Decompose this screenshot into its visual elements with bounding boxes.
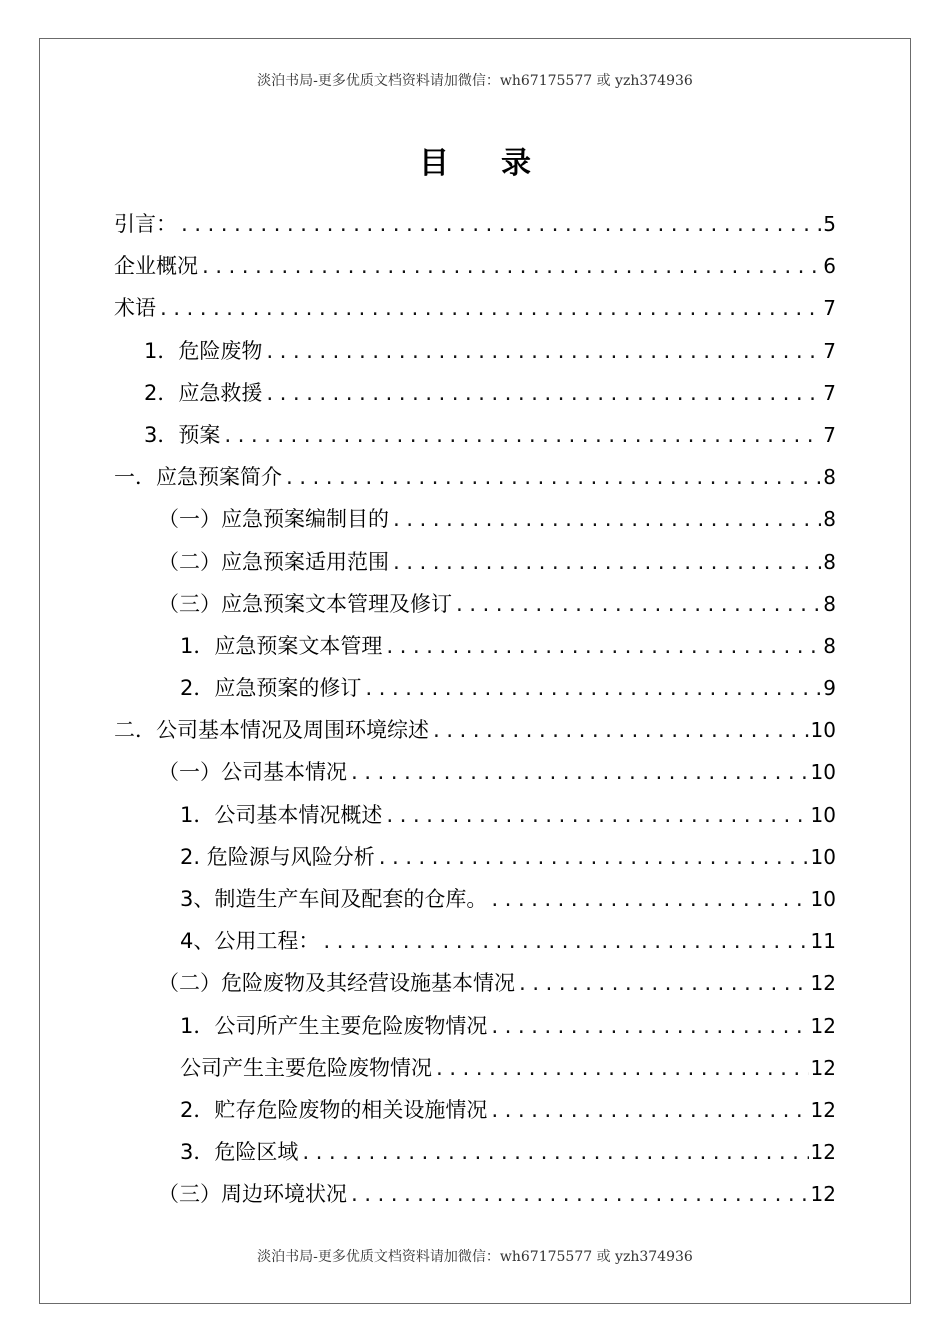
toc-entry-label: （三）周边环境状况 (158, 1182, 347, 1207)
dot-leader (391, 500, 821, 542)
toc-entry-page-number: 10 (810, 887, 836, 911)
header-watermark: 淡泊书局-更多优质文档资料请加微信：wh67175577 或 yzh374936 (257, 73, 693, 89)
toc-entry[interactable] (114, 330, 836, 372)
dot-leader (264, 332, 821, 374)
toc-entry-page-number: 11 (810, 929, 836, 954)
dot-leader (363, 669, 821, 711)
toc-entry-label: 3．危险区域 (180, 1140, 299, 1165)
dot-leader (489, 880, 808, 922)
toc-entry-page-number: 10 (810, 760, 836, 785)
toc-entry-page-number: 6 (823, 254, 836, 279)
dot-leader (391, 543, 821, 585)
toc-entry-page-number: 7 (823, 338, 836, 363)
toc-entry[interactable] (114, 498, 836, 540)
toc-entry-label: 企业概况 (114, 254, 198, 279)
dot-leader (349, 1175, 809, 1217)
toc-entry[interactable] (114, 920, 836, 962)
toc-entry[interactable] (114, 203, 836, 245)
toc-entry-page-number: 5 (823, 212, 836, 236)
toc-entry-label: 1．应急预案文本管理 (180, 633, 383, 658)
dot-leader (300, 1133, 808, 1175)
toc-entry[interactable] (114, 751, 836, 793)
toc-entry[interactable] (114, 1173, 836, 1215)
dot-leader (222, 416, 821, 458)
toc-entry-page-number: 12 (810, 1013, 836, 1038)
toc-entry-label: （三）应急预案文本管理及修订 (158, 591, 452, 616)
toc-entry[interactable] (114, 709, 836, 751)
toc-entry-page-number: 12 (810, 971, 836, 996)
toc-entry-label: 引言： (114, 212, 177, 236)
toc-entry-page-number: 8 (823, 465, 836, 490)
dot-leader (454, 585, 821, 627)
toc-entry-label: 4、公用工程： (180, 929, 320, 954)
toc-entry-label: 3、制造生产车间及配套的仓库。 (180, 887, 488, 911)
footer-watermark: 淡泊书局-更多优质文档资料请加微信：wh67175577 或 yzh374936 (257, 1249, 693, 1265)
toc-entry-page-number: 10 (810, 718, 836, 743)
toc-entry-label: （一）公司基本情况 (158, 760, 347, 785)
toc-entry-page-number: 7 (823, 296, 836, 321)
dot-leader (284, 458, 821, 500)
toc-entry-label: 3．预案 (144, 422, 221, 447)
toc-entry-label: 术语 (114, 296, 156, 321)
dot-leader (377, 838, 809, 880)
toc-entry[interactable] (114, 1131, 836, 1173)
toc-entry-label: 2．贮存危险废物的相关设施情况 (180, 1097, 488, 1122)
toc-entry-page-number: 8 (823, 591, 836, 616)
dot-leader (517, 964, 809, 1006)
toc-entry-label: 2．应急救援 (144, 380, 263, 405)
toc-entry-page-number: 12 (810, 1055, 836, 1080)
toc-entry-page-number: 9 (823, 676, 836, 701)
dot-leader (321, 922, 808, 964)
toc-entry[interactable] (114, 1089, 836, 1131)
toc-entry-page-number: 12 (810, 1182, 836, 1207)
toc-entry-label: 1．公司所产生主要危险废物情况 (180, 1013, 488, 1038)
dot-leader (264, 374, 821, 416)
dot-leader (431, 711, 809, 753)
toc-entry[interactable] (114, 1005, 836, 1047)
dot-leader (200, 247, 821, 289)
dot-leader (179, 205, 821, 247)
dot-leader (489, 1091, 808, 1133)
toc-entry-page-number: 8 (823, 507, 836, 532)
dot-leader (489, 1007, 808, 1049)
toc-entry-label: （一）应急预案编制目的 (158, 507, 389, 532)
toc-entry-label: 2. 危险源与风险分析 (180, 844, 375, 869)
toc-title: 目录 (419, 146, 583, 181)
toc-entry[interactable] (114, 414, 836, 456)
toc-entry-page-number: 10 (810, 844, 836, 869)
toc-entry-label: 二．公司基本情况及周围环境综述 (114, 718, 429, 743)
toc-entry-page-number: 8 (823, 633, 836, 658)
toc-entry[interactable] (114, 456, 836, 498)
toc-entry-page-number: 7 (823, 380, 836, 405)
dot-leader (349, 753, 809, 795)
toc-entry[interactable] (114, 1047, 836, 1089)
toc-entry[interactable] (114, 962, 836, 1004)
toc-entry[interactable] (114, 794, 836, 836)
toc-entry-label: （二）应急预案适用范围 (158, 549, 389, 574)
dot-leader (158, 289, 821, 331)
toc-entry-label: 2．应急预案的修订 (180, 676, 362, 701)
toc-entry[interactable] (114, 583, 836, 625)
dot-leader (434, 1049, 809, 1091)
toc-entry[interactable] (114, 287, 836, 329)
toc-entry-label: （二）危险废物及其经营设施基本情况 (158, 971, 515, 996)
dot-leader (384, 796, 808, 838)
toc-entry[interactable] (114, 625, 836, 667)
table-of-contents (114, 203, 836, 1216)
dot-leader (384, 627, 821, 669)
toc-entry[interactable] (114, 245, 836, 287)
toc-entry-label: 一．应急预案简介 (114, 465, 282, 490)
toc-entry-page-number: 7 (823, 422, 836, 447)
toc-entry[interactable] (114, 836, 836, 878)
toc-entry-page-number: 12 (810, 1140, 836, 1165)
toc-entry-label: 1．危险废物 (144, 338, 263, 363)
toc-entry-page-number: 8 (823, 549, 836, 574)
toc-entry-page-number: 10 (810, 802, 836, 827)
toc-entry-label: 公司产生主要危险废物情况 (180, 1055, 432, 1080)
toc-entry[interactable] (114, 372, 836, 414)
toc-entry[interactable] (114, 541, 836, 583)
toc-entry-label: 1．公司基本情况概述 (180, 802, 383, 827)
toc-entry[interactable] (114, 878, 836, 920)
toc-entry[interactable] (114, 667, 836, 709)
toc-entry-page-number: 12 (810, 1097, 836, 1122)
